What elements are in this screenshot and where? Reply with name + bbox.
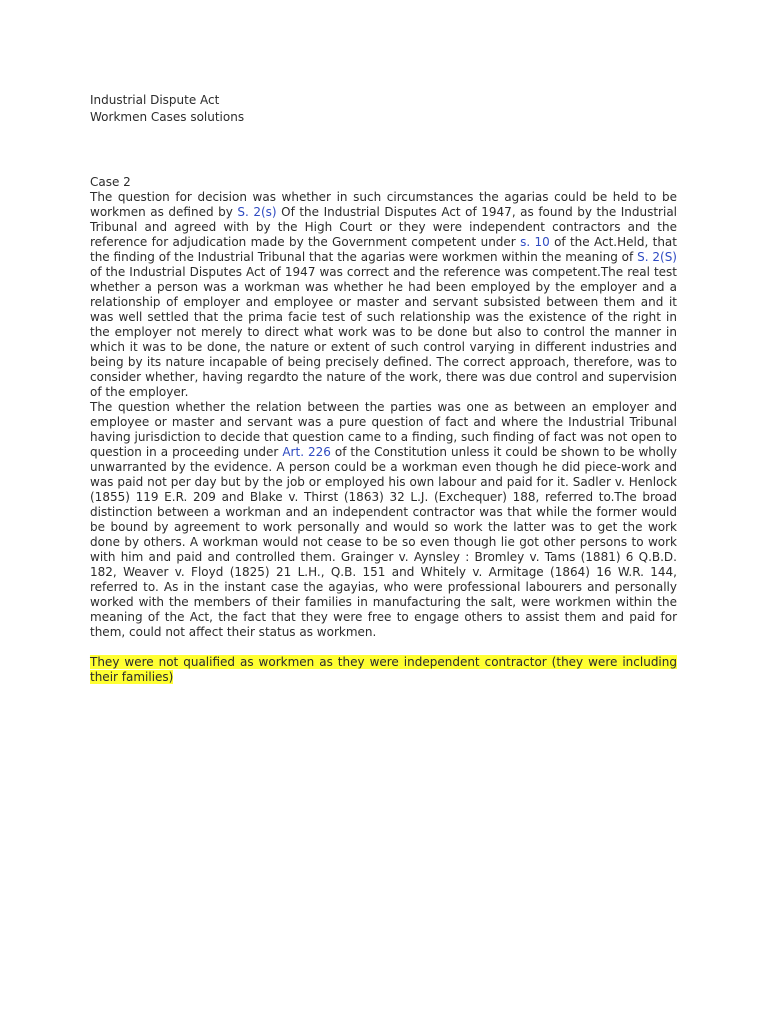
paragraph-1-text-d: of the Industrial Disputes Act of 1947 was correct and the reference was competent.The real test whether a person was a workman was whether he had been employed by the employer and a relationship of employer and employee or master and servant subsisted between them and it was well settled that the prima facie test of such relationship was the existence of the right in the employer not merely to direct what work was to be done but also to control the manner in which it was to be done, the nature or extent of such control varying in different industries and being by its nature incapable of being precisely defined. The correct approach, therefore, was to consider whether, having regardto the nature of the work, there was due control and supervision of the employer. [90, 265, 677, 399]
document-title: Industrial Dispute Act [90, 93, 220, 107]
highlighted-text: They were not qualified as workmen as they were independent contractor (they were including their families) [90, 655, 677, 684]
paragraph-1-text-a: The question for decision was whether in such circumstances the agarias could be held to be workmen as defined by [90, 190, 677, 219]
link-section-10[interactable]: s. 10 [520, 235, 550, 249]
paragraph-2-text-b: of the Constitution unless it could be shown to be wholly unwarranted by the evidence. A person could be a workman even though he did piece-work and was paid not per day but by the job or employed his own labour and paid for it. Sadler v. Henlock (1855) 119 E.R. 209 and Blake v. Thirst (1863) 32 L.J. (Exchequer) 188, referred to.The broad distinction between a workman and an independent contractor was that while the former would be bound by agreement to work personally and would so work the latter was to get the work done by others. A workman would not cease to be so even though lie got other persons to work with him and paid and controlled them. Grainger v. Aynsley : Bromley v. Tams (1881) 6 Q.B.D. 182, Weaver v. Floyd (1825) 21 L.H., Q.B. 151 and Whitely v. Armitage (1864) 16 W.R. 144, referred to. As in the instant case the agayias, who were professional labourers and personally worked with the members of their families in manufacturing the salt, were workmen within the meaning of the Act, the fact that they were free to engage others to assist them and paid for them, could not affect their status as workmen. [90, 445, 677, 639]
paragraph-2 [90, 400, 677, 640]
paragraph-1-text-b: Of the Industrial Disputes Act of 1947, as found by the Industrial Tribunal and agreed with by the High Court or they were independent contractors and the reference for adjudication made by the Government competent under [90, 205, 678, 249]
link-section-2s-upper[interactable]: S. 2(S) [637, 250, 677, 264]
paragraph-2-text-a: The question whether the relation between the parties was one as between an employer and employee or master and servant was a pure question of fact and where the Industrial Tribunal having jurisdiction to decide that question came to a finding, such finding of fact was not open to question in a proceeding under [90, 400, 677, 459]
document-subtitle: Workmen Cases solutions [90, 110, 245, 124]
highlighted-conclusion [90, 655, 677, 685]
case-label: Case 2 [90, 175, 131, 189]
paragraph-1 [90, 190, 677, 400]
link-section-2s[interactable]: S. 2(s) [237, 205, 277, 219]
paragraph-1-text-c: of the Act.Held, that the finding of the Industrial Tribunal that the agarias were workmen within the meaning of [90, 235, 677, 264]
link-article-226[interactable]: Art. 226 [282, 445, 331, 459]
document-header [90, 92, 244, 126]
